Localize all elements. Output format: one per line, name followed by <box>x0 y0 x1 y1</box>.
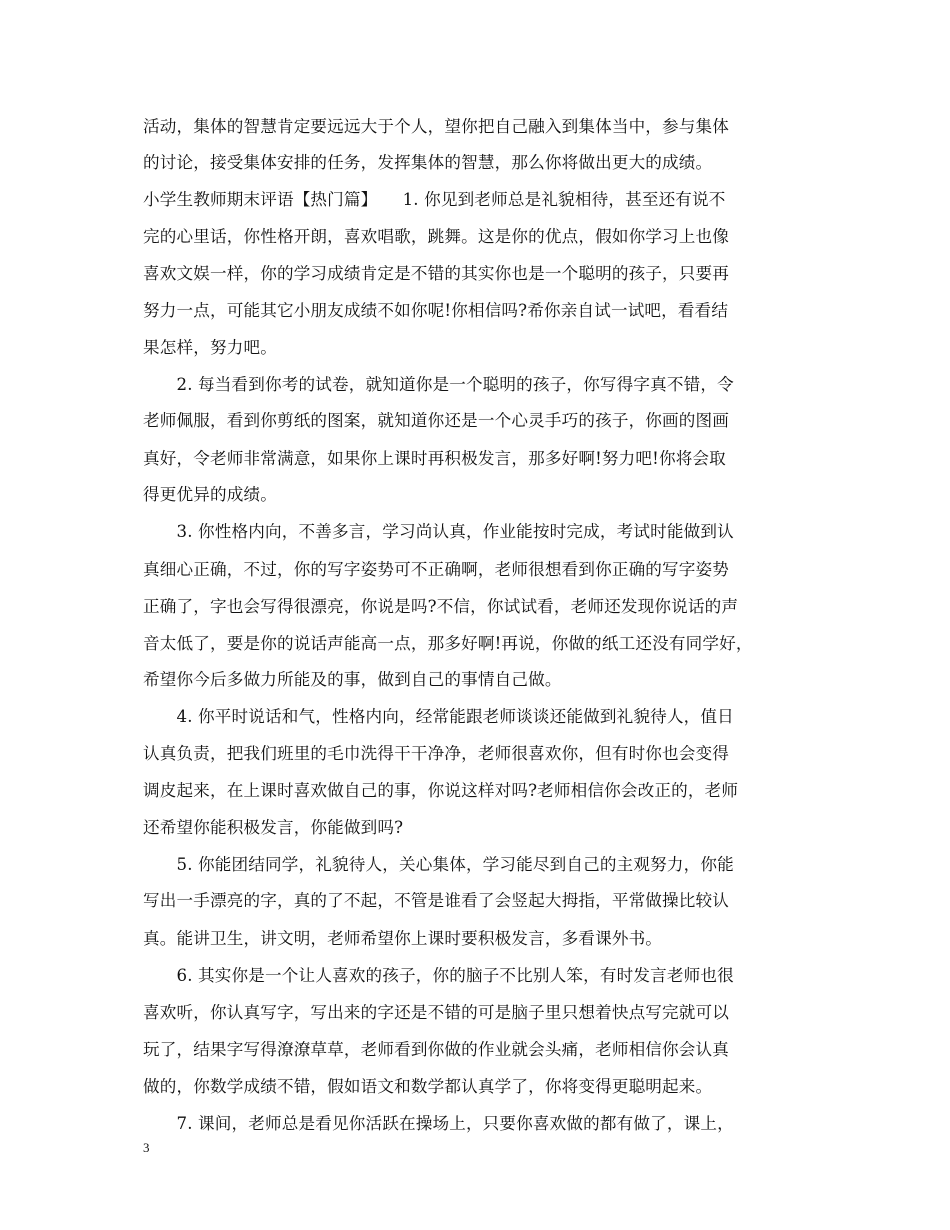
text-line: 希望你今后多做力所能及的事，做到自己的事情自己做。 <box>143 670 562 689</box>
text-line: 小学生教师期末评语【热门篇】 1. 你见到老师总是礼貌相待，甚至还有说不 <box>143 190 726 209</box>
text-line: 3. 你性格内向，不善多言，学习尚认真，作业能按时完成，考试时能做到认 <box>143 522 734 541</box>
text-line: 写出一手漂亮的字，真的了不起，不管是谁看了会竖起大拇指，平常做操比较认 <box>143 891 730 910</box>
text-line: 2. 每当看到你考的试卷，就知道你是一个聪明的孩子，你写得字真不错，令 <box>143 375 734 394</box>
text-line: 得更优异的成绩。 <box>143 485 277 504</box>
text-line: 果怎样，努力吧。 <box>143 338 277 357</box>
text-line: 喜欢文娱一样，你的学习成绩肯定是不错的其实你也是一个聪明的孩子，只要再 <box>143 264 730 283</box>
text-line: 认真负责，把我们班里的毛巾洗得干干净净，老师很喜欢你，但有时你也会变得 <box>143 744 730 763</box>
text-line: 音太低了，要是你的说话声能高一点，那多好啊!再说，你做的纸工还没有同学好， <box>143 634 753 653</box>
page-number: 3 <box>143 1140 150 1155</box>
text-line: 完的心里话，你性格开朗，喜欢唱歌，跳舞。这是你的优点，假如你学习上也像 <box>143 227 730 246</box>
text-line: 4. 你平时说话和气，性格内向，经常能跟老师谈谈还能做到礼貌待人，值日 <box>143 707 734 726</box>
text-line: 正确了，字也会写得很漂亮，你说是吗?不信，你试试看，老师还发现你说话的声 <box>143 597 739 616</box>
text-line: 7. 课间，老师总是看见你活跃在操场上，只要你喜欢做的都有做了，课上， <box>143 1114 734 1133</box>
text-line: 玩了，结果字写得潦潦草草，老师看到你做的作业就会头痛，老师相信你会认真 <box>143 1040 730 1059</box>
text-line: 活动，集体的智慧肯定要远远大于个人，望你把自己融入到集体当中，参与集体 <box>143 117 730 136</box>
text-line: 调皮起来，在上课时喜欢做自己的事，你说这样对吗?老师相信你会改正的，老师 <box>143 781 739 800</box>
text-line: 真细心正确，不过，你的写字姿势可不正确啊，老师很想看到你正确的写字姿势 <box>143 560 730 579</box>
text-line: 老师佩服，看到你剪纸的图案，就知道你还是一个心灵手巧的孩子，你画的图画 <box>143 411 730 430</box>
text-line: 努力一点，可能其它小朋友成绩不如你呢!你相信吗?希你亲自试一试吧，看看结 <box>143 301 729 320</box>
text-line: 喜欢听，你认真写字，写出来的字还是不错的可是脑子里只想着快点写完就可以 <box>143 1003 730 1022</box>
text-line: 真。能讲卫生，讲文明，老师希望你上课时要积极发言，多看课外书。 <box>143 929 663 948</box>
text-line: 真好，令老师非常满意，如果你上课时再积极发言，那多好啊!努力吧!你将会取 <box>143 449 726 468</box>
text-line: 5. 你能团结同学，礼貌待人，关心集体，学习能尽到自己的主观努力，你能 <box>143 855 734 874</box>
text-line: 6. 其实你是一个让人喜欢的孩子，你的脑子不比别人笨，有时发言老师也很 <box>143 966 734 985</box>
text-line: 还希望你能积极发言，你能做到吗? <box>143 818 404 837</box>
text-line: 做的，你数学成绩不错，假如语文和数学都认真学了，你将变得更聪明起来。 <box>143 1077 713 1096</box>
text-line: 的讨论，接受集体安排的任务，发挥集体的智慧，那么你将做出更大的成绩。 <box>143 153 713 172</box>
